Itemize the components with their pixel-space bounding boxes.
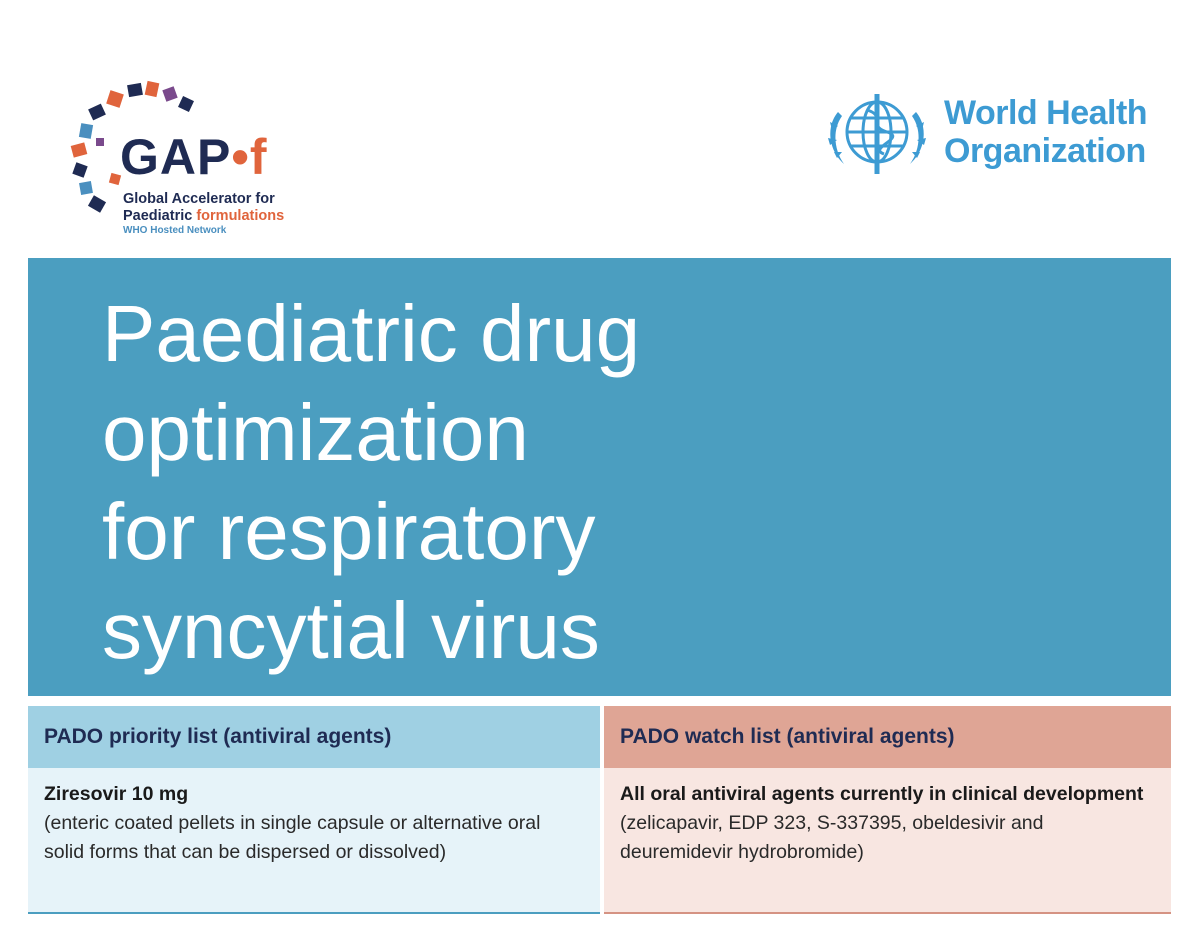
- watch-list-body: [604, 768, 1171, 914]
- title-line: syncytial virus: [102, 586, 600, 675]
- priority-drug-detail: (enteric coated pellets in single capsule or alternative oral solid forms that can be dispersed or dissolved): [44, 812, 541, 863]
- gapf-tagline-2b: formulations: [196, 208, 285, 224]
- gapf-tagline-2a: Paediatric: [123, 208, 197, 224]
- priority-list-header: PADO priority list (antiviral agents): [28, 706, 600, 768]
- who-logo: [820, 82, 1160, 182]
- gapf-tagline-1: Global Accelerator for: [123, 191, 275, 207]
- who-emblem-icon: [820, 82, 934, 182]
- gapf-word-f: f: [249, 129, 268, 185]
- watch-drug-name: All oral antiviral agents currently in clinical development: [620, 783, 1144, 805]
- watch-list-column: [604, 706, 1171, 916]
- gapf-word-gap: GAP: [120, 129, 232, 185]
- priority-drug-name: Ziresovir 10 mg: [44, 783, 189, 805]
- gapf-word-dot: •: [231, 129, 250, 185]
- title-line: Paediatric drug: [102, 289, 641, 378]
- pado-lists-table: [28, 706, 1171, 916]
- gapf-tagline-2: [123, 209, 284, 224]
- gapf-wordmark: [120, 129, 268, 185]
- gapf-logo: [68, 78, 328, 240]
- title-line: optimization: [102, 388, 529, 477]
- title-line: for respiratory: [102, 487, 596, 576]
- watch-drug-detail: (zelicapavir, EDP 323, S-337395, obeldesivir and deuremidevir hydrobromide): [620, 812, 1044, 863]
- priority-list-column: [28, 706, 600, 916]
- page-title: [102, 284, 640, 680]
- priority-list-body: [28, 768, 600, 914]
- who-name-line1: World Health: [944, 94, 1148, 132]
- title-banner: [28, 258, 1171, 696]
- watch-list-header: PADO watch list (antiviral agents): [604, 706, 1171, 768]
- who-name-line2: Organization: [944, 132, 1146, 170]
- gapf-tagline-3: WHO Hosted Network: [123, 225, 227, 236]
